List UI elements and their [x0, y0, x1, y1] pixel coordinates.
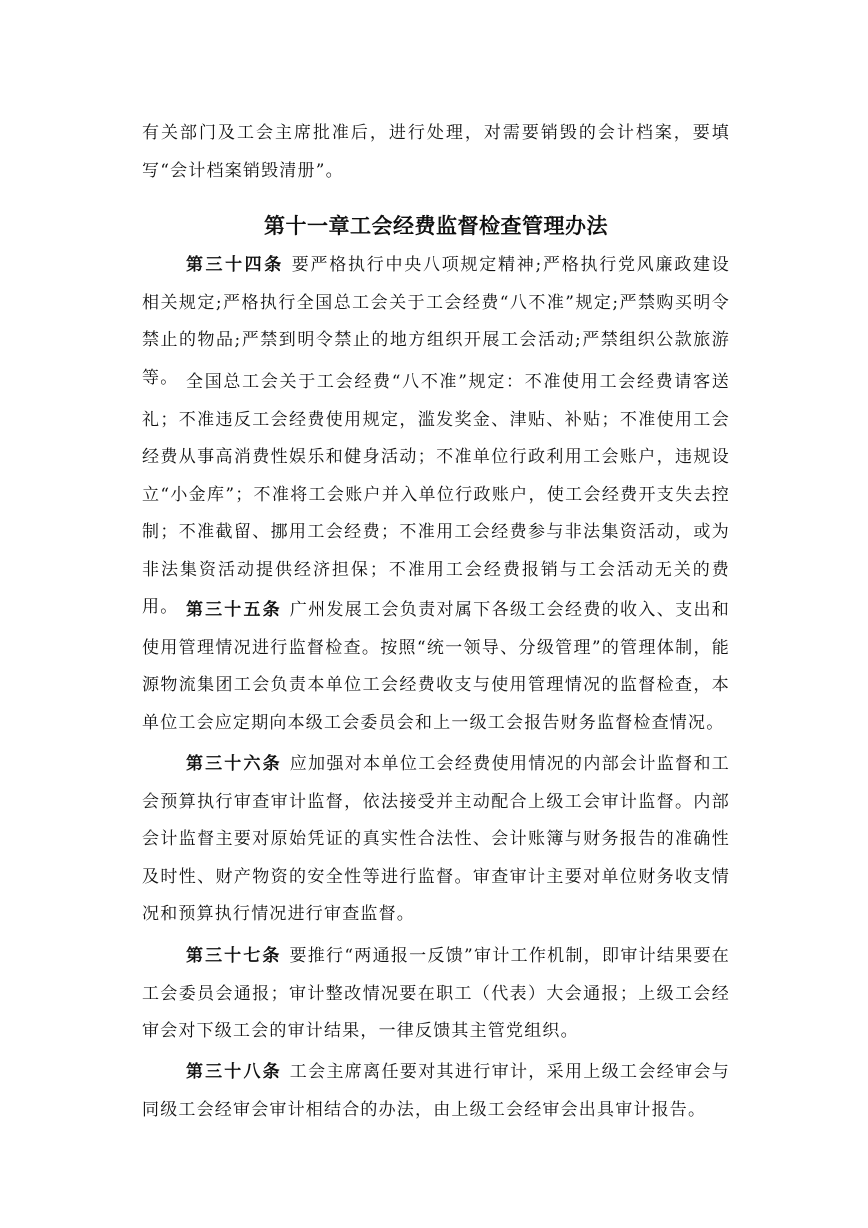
article-text: 应加强对本单位工会经费使用情况的内部会计监督和工会预算执行审查审计监督，依法接受并主动配合上级工会审计监督。内部会计监督主要对原始凭证的真实性合法性、会计账簿与财务报告的准确性及时性、财产物资的安全性等进行监督。审查审计主要对单位财务收支情况和预算执行情况进行审查监督。: [142, 754, 730, 924]
article-text: 要推行“两通报一反馈”审计工作机制，即审计结果要在工会委员会通报；审计整改情况要在职工（代表）大会通报；上级工会经审会对下级工会的审计结果，一律反馈其主管党组织。: [142, 946, 730, 1041]
article-37: [142, 938, 730, 1051]
article-number: 第三十五条: [186, 600, 282, 620]
article-number: 第三十四条: [186, 255, 284, 275]
article-34-detail: [142, 364, 730, 627]
paragraph-continuation: [142, 115, 730, 190]
article-text: 广州发展工会负责对属下各级工会经费的收入、支出和使用管理情况进行监督检查。按照“统一领导、分级管理”的管理体制，能源物流集团工会负责本单位工会经费收支与使用管理情况的监督检查，本单位工会应定期向本级工会委员会和上一级工会报告财务监督检查情况。: [142, 600, 730, 733]
article-36: [142, 746, 730, 934]
paragraph-text: 全国总工会关于工会经费“八不准”规定：不准使用工会经费请客送礼；不准违反工会经费使用规定，滥发奖金、津贴、补贴；不准使用工会经费从事高消费性娱乐和健身活动；不准单位行政利用工会账户，违规设立“小金库”；不准将工会账户并入单位行政账户，使工会经费开支失去控制；不准截留、挪用工会经费；不准用工会经费参与非法集资活动，或为非法集资活动提供经济担保；不准用工会经费报销与工会活动无关的费用。: [142, 372, 730, 617]
article-number: 第三十六条: [186, 754, 282, 774]
article-38: [142, 1054, 730, 1129]
chapter-heading: 第十一章工会经费监督检查管理办法: [264, 214, 608, 238]
article-text: 要严格执行中央八项规定精神;严格执行党风廉政建设相关规定;严格执行全国总工会关于工会经费“八不准”规定;严禁购买明令禁止的物品;严禁到明令禁止的地方组织开展工会活动;严禁组织公款旅游等。: [142, 255, 730, 388]
article-35: [142, 592, 730, 742]
paragraph-text: 有关部门及工会主席批准后，进行处理，对需要销毁的会计档案，要填写“会计档案销毁清册”。: [142, 123, 730, 181]
article-text: 工会主席离任要对其进行审计，采用上级工会经审会与同级工会经审会审计相结合的办法，由上级工会经审会出具审计报告。: [142, 1062, 730, 1120]
article-number: 第三十七条: [186, 946, 282, 966]
article-number: 第三十八条: [186, 1062, 282, 1082]
